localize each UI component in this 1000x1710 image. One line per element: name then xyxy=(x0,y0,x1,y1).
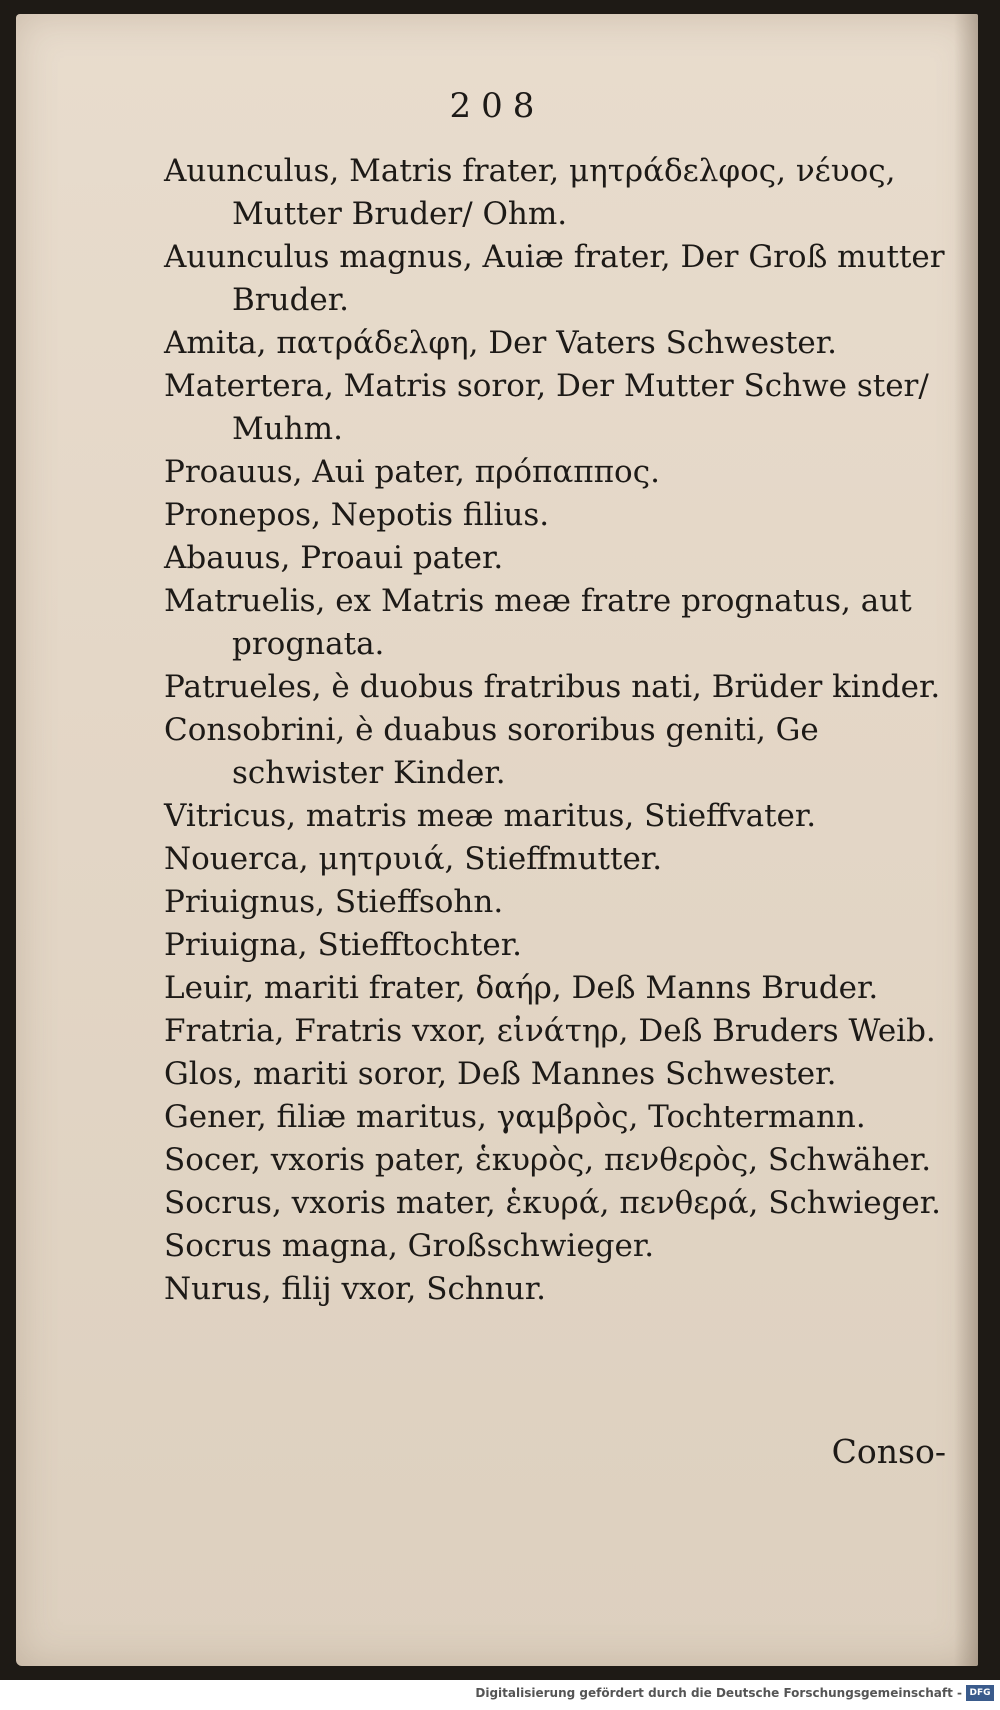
entry-nurus: Nurus, filij vxor, Schnur. xyxy=(164,1271,547,1307)
footer-bar xyxy=(0,1680,1000,1710)
entry-amita: Amita, πατράδελφη, Der Vaters Schwester. xyxy=(164,325,838,361)
entry-consobrini: Consobrini, è duabus sororibus geniti, Ge schwister Kinder. xyxy=(164,712,819,791)
entry-socrus: Socrus, vxoris mater, ἑκυρά, πενθερά, Schwieger. xyxy=(164,1185,942,1221)
entry-pronepos: Pronepos, Nepotis filius. xyxy=(164,497,550,533)
entry-matertera: Matertera, Matris soror, Der Mutter Schwe ster/ Muhm. xyxy=(164,368,929,447)
entry-matruelis: Matruelis, ex Matris meæ fratre prognatus, aut prognata. xyxy=(164,583,912,662)
entry-auunculus-magnus: Auunculus magnus, Auiæ frater, Der Groß mutter Bruder. xyxy=(164,239,945,318)
dictionary-entries xyxy=(164,150,964,1311)
page-number: 208 xyxy=(449,86,545,126)
entry-glos: Glos, mariti soror, Deß Mannes Schwester. xyxy=(164,1056,837,1092)
entry-fratria: Fratria, Fratris vxor, εἰνάτηρ, Deß Bruders Weib. xyxy=(164,1013,936,1049)
entry-nouerca: Nouerca, μητρυιά, Stieffmutter. xyxy=(164,841,663,877)
entry-auunculus: Auunculus, Matris frater, μητράδελφος, νέυος, Mutter Bruder/ Ohm. xyxy=(164,153,896,232)
entry-socrus-magna: Socrus magna, Großschwieger. xyxy=(164,1228,655,1264)
entry-priuignus: Priuignus, Stieffsohn. xyxy=(164,884,504,920)
dfg-logo-icon: DFG xyxy=(966,1685,994,1701)
entry-proauus: Proauus, Aui pater, πρόπαππος. xyxy=(164,454,660,490)
book-page xyxy=(16,14,978,1666)
entry-vitricus: Vitricus, matris meæ maritus, Stieffvater. xyxy=(164,798,817,834)
catchword: Conso- xyxy=(831,1432,946,1471)
footer-credit: Digitalisierung gefördert durch die Deutsche Forschungsgemeinschaft - xyxy=(475,1686,962,1700)
entry-abauus: Abauus, Proaui pater. xyxy=(164,540,504,576)
entry-patrueles: Patrueles, è duobus fratribus nati, Brüder kinder. xyxy=(164,669,941,705)
entry-socer: Socer, vxoris pater, ἑκυρὸς, πενθερὸς, Schwäher. xyxy=(164,1142,932,1178)
entry-leuir: Leuir, mariti frater, δαήρ, Deß Manns Bruder. xyxy=(164,970,879,1006)
entry-priuigna: Priuigna, Stiefftochter. xyxy=(164,927,522,963)
entry-gener: Gener, filiæ maritus, γαμβρὸς, Tochtermann. xyxy=(164,1099,866,1135)
